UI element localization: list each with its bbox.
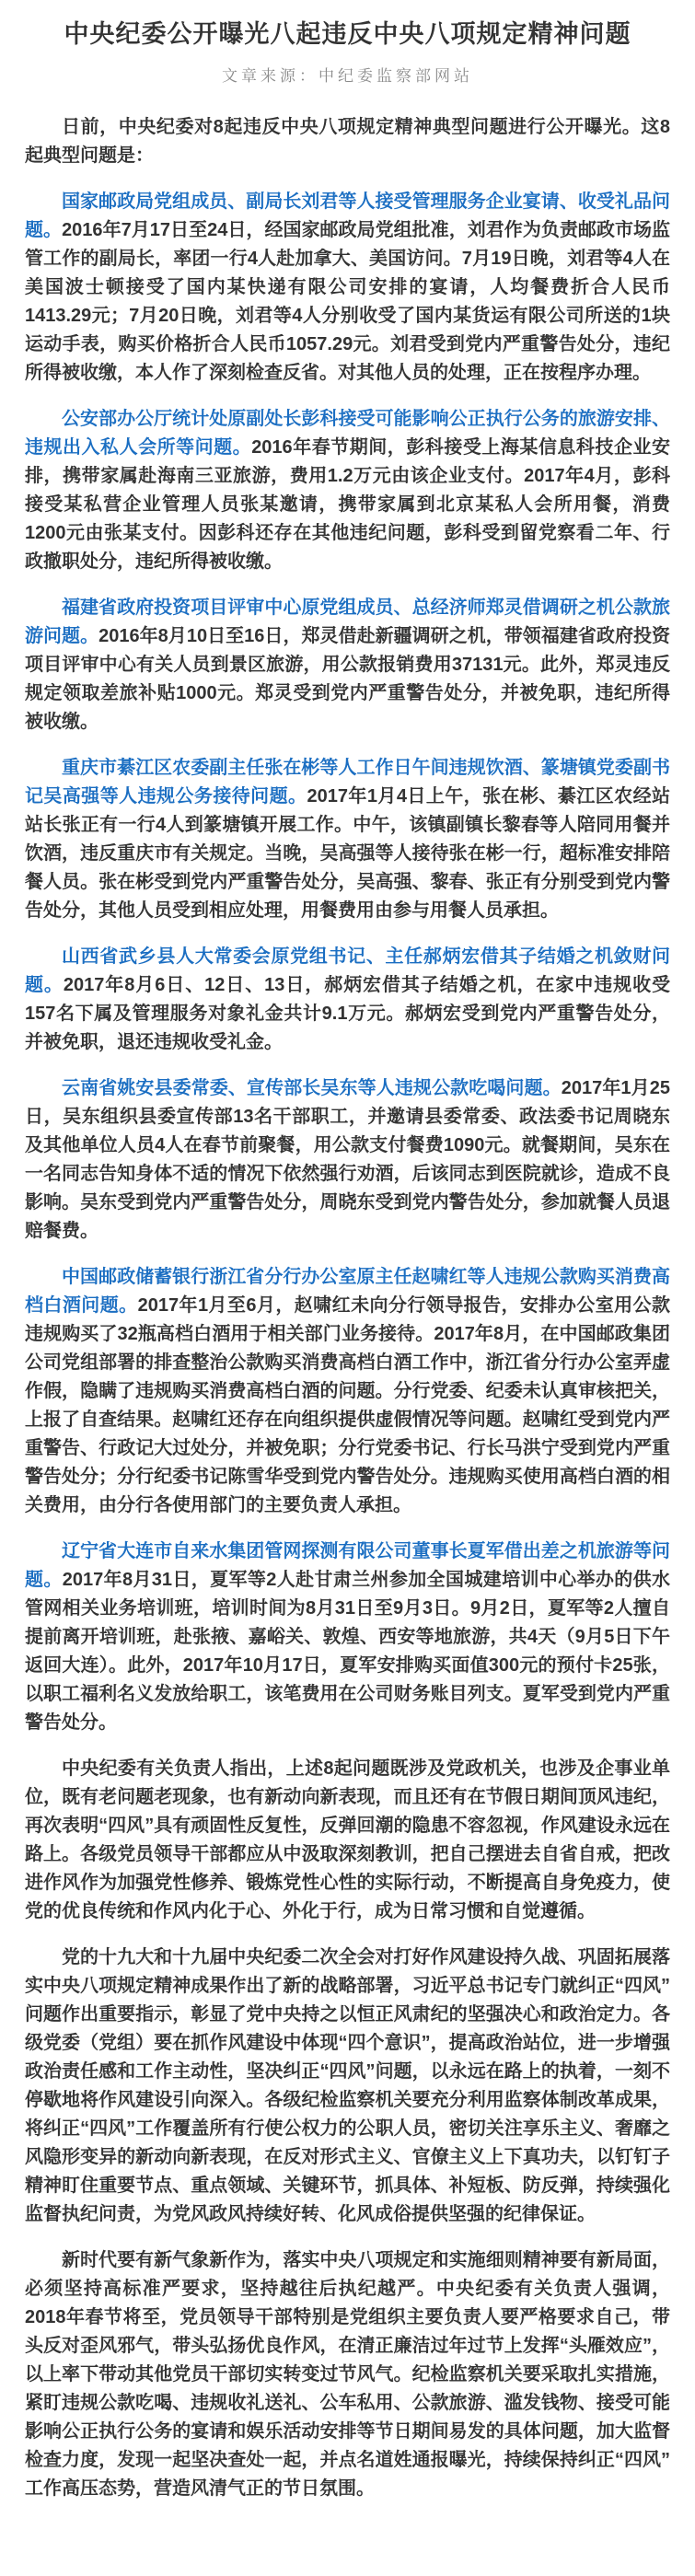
case-body-8: 2017年8月31日，夏军等2人赴甘肃兰州参加全国城建培训中心举办的供水管网相关业务培训班，培训时间为8月31日至9月3日。9月2日，夏军等2人擅自提前离开培训班，赴张掖、嘉峪关、敦煌、西安等地旅游，共4天（9月5日下午返回大连）。此外，2017年10月17日，夏军安排购买面值300元的预付卡25张，以职工福利名义发放给职工，该笔费用在公司财务账目列支。夏军受到党内严重警告处分。 xyxy=(25,1570,671,1733)
case-lead-2: 公安部办公厅统计处原副处长彭科接受可能影响公正执行公务的旅游安排、违规出入私人会所等问题。 xyxy=(25,409,670,458)
case-body-2: 2016年春节期间，彭科接受上海某信息科技企业安排，携带家属赴海南三亚旅游，费用1.2万元由该企业支付。2017年4月，彭科接受某私营企业管理人员张某邀请，携带家属到北京某私人会所用餐，消费1200元由张某支付。因彭科还存在其他违纪问题，彭科受到留党察看二年、行政撤职处分，违纪所得被收缴。 xyxy=(25,437,670,572)
case-body-5: 2017年8月6日、12日、13日，郝炳宏借其子结婚之机，在家中违规收受157名下属及管理服务对象礼金共计9.1万元。郝炳宏受到党内严重警告处分，并被免职，退还违规收受礼金。 xyxy=(25,975,671,1052)
case-body-3: 2016年8月10日至16日，郑灵借赴新疆调研之机，带领福建省政府投资项目评审中心有关人员到景区旅游，用公款报销费用37131元。此外，郑灵违反规定领取差旅补贴1000元。郑灵受到党内严重警告处分，并被免职，违纪所得被收缴。 xyxy=(25,626,670,732)
intro-paragraph: 日前，中央纪委对8起违反中央八项规定精神典型问题进行公开曝光。这8起典型问题是： xyxy=(25,117,670,166)
case-lead-1: 国家邮政局党组成员、副局长刘君等人接受管理服务企业宴请、收受礼品问题。 xyxy=(25,191,670,240)
case-lead-6: 云南省姚安县委常委、宣传部长吴东等人违规公款吃喝问题。 xyxy=(62,1078,562,1098)
case-body-6: 2017年1月25日，吴东组织县委宣传部13名干部职工，并邀请县委常委、政法委书记周晓东及其他单位人员4人在春节前聚餐，用公款支付餐费1090元。就餐期间，吴东在一名同志告知身体不适的情况下依然强行劝酒，后该同志到医院就诊，造成不良影响。吴东受到党内严重警告处分，周晓东受到党内警告处分，参加就餐人员退赔餐费。 xyxy=(25,1078,670,1241)
case-body-4: 2017年1月4日上午，张在彬、綦江区农经站站长张正有一行4人到篆塘镇开展工作。中午，该镇副镇长黎春等人陪同用餐并饮酒，违反重庆市有关规定。当晚，吴高强等人接待张在彬一行，超标准安排陪餐人员。张在彬受到党内严重警告处分，吴高强、黎春、张正有分别受到党内警告处分，其他人员受到相应处理，用餐费用由参与用餐人员承担。 xyxy=(25,786,670,921)
case-paragraph-4 xyxy=(25,754,670,925)
case-paragraph-7 xyxy=(25,1263,670,1520)
closing-paragraph-3: 新时代要有新气象新作为，落实中央八项规定和实施细则精神要有新局面，必须坚持高标准严要求，坚持越往后执纪越严。中央纪委有关负责人强调，2018年春节将至，党员领导干部特别是党组织主要负责人要严格要求自己，带头反对歪风邪气，带头弘扬优良作风，在清正廉洁过年过节上发挥“头雁效应”，以上率下带动其他党员干部切实转变过节风气。纪检监察机关要采取扎实措施，紧盯违规公款吃喝、违规收礼送礼、公车私用、公款旅游、滥发钱物、接受可能影响公正执行公务的宴请和娱乐活动安排等节日期间易发的具体问题，加大监督检查力度，发现一起坚决查处一起，并点名道姓通报曝光，持续保持纠正“四风”工作高压态势，营造风清气正的节日氛围。 xyxy=(25,2250,670,2499)
article-source: 文章来源：中纪委监察部网站 xyxy=(222,67,473,85)
case-body-7: 2017年1月至6月，赵啸红未向分行领导报告，安排办公室用公款违规购买了32瓶高档白酒用于相关部门业务接待。2017年8月，在中国邮政集团公司党组部署的排查整治公款购买消费高档白酒工作中，浙江省分行办公室弄虚作假，隐瞒了违规购买消费高档白酒的问题。分行党委、纪委未认真审核把关，上报了自查结果。赵啸红还存在向组织提供虚假情况等问题。赵啸红受到党内严重警告、行政记大过处分，并被免职；分行党委书记、行长马洪宁受到党内严重警告处分；分行纪委书记陈雪华受到党内警告处分。违规购买使用高档白酒的相关费用，由分行各使用部门的主要负责人承担。 xyxy=(25,1295,670,1515)
case-lead-3: 福建省政府投资项目评审中心原党组成员、总经济师郑灵借调研之机公款旅游问题。 xyxy=(25,598,670,646)
case-body-1: 2016年7月17日至24日，经国家邮政局党组批准，刘君作为负责邮政市场监管工作的副局长，率团一行4人赴加拿大、美国访问。7月19日晚，刘君等4人在美国波士顿接受了国内某快递有限公司安排的宴请，人均餐费折合人民币1413.29元；7月20日晚，刘君等4人分别收受了国内某货运有限公司所送的1块运动手表，购买价格折合人民币1057.29元。刘君受到党内严重警告处分，违纪所得被收缴，本人作了深刻检查反省。对其他人员的处理，正在按程序办理。 xyxy=(25,220,671,383)
closing-paragraph-2: 党的十九大和十九届中央纪委二次全会对打好作风建设持久战、巩固拓展落实中央八项规定精神成果作出了新的战略部署，习近平总书记专门就纠正“四风”问题作出重要指示，彰显了党中央持之以恒正风肃纪的坚强决心和政治定力。各级党委（党组）要在抓作风建设中体现“四个意识”，提高政治站位，进一步增强政治责任感和工作主动性，坚决纠正“四风”问题，以永远在路上的执着，一刻不停歇地将作风建设引向深入。各级纪检监察机关要充分利用监察体制改革成果，将纠正“四风”工作覆盖所有行使公权力的公职人员，密切关注享乐主义、奢靡之风隐形变异的新动向新表现，在反对形式主义、官僚主义上下真功夫，以钉钉子精神盯住重要节点、重点领域、关键环节，抓具体、补短板、防反弹，持续强化监督执纪问责，为党风政风持续好转、化风成俗提供坚强的纪律保证。 xyxy=(25,1947,670,2224)
case-paragraph-5 xyxy=(25,943,670,1057)
case-lead-5: 山西省武乡县人大常委会原党组书记、主任郝炳宏借其子结婚之机敛财问题。 xyxy=(25,946,670,995)
case-paragraph-3 xyxy=(25,594,670,737)
case-paragraph-2 xyxy=(25,405,670,576)
case-lead-4: 重庆市綦江区农委副主任张在彬等人工作日午间违规饮酒、篆塘镇党委副书记吴高强等人违规公务接待问题。 xyxy=(25,758,670,806)
page-title: 中央纪委公开曝光八起违反中央八项规定精神问题 xyxy=(64,20,631,48)
case-lead-8: 辽宁省大连市自来水集团管网探测有限公司董事长夏军借出差之机旅游等问题。 xyxy=(25,1541,670,1590)
case-lead-7: 中国邮政储蓄银行浙江省分行办公室原主任赵啸红等人违规公款购买消费高档白酒问题。 xyxy=(25,1267,670,1316)
closing-paragraph-1: 中央纪委有关负责人指出，上述8起问题既涉及党政机关，也涉及企事业单位，既有老问题老现象，也有新动向新表现，而且还有在节假日期间顶风违纪，再次表明“四风”具有顽固性反复性，反弹回潮的隐患不容忽视，作风建设永远在路上。各级党员领导干部都应从中汲取深刻教训，把自己摆进去自省自戒，把改进作风作为加强党性修养、锻炼党性心性的实际行动，不断提高自身免疫力，使党的优良传统和作风内化于心、外化于行，成为日常习惯和自觉遵循。 xyxy=(25,1758,670,1921)
case-paragraph-1 xyxy=(25,188,670,388)
case-paragraph-8 xyxy=(25,1537,670,1737)
case-paragraph-6 xyxy=(25,1074,670,1246)
